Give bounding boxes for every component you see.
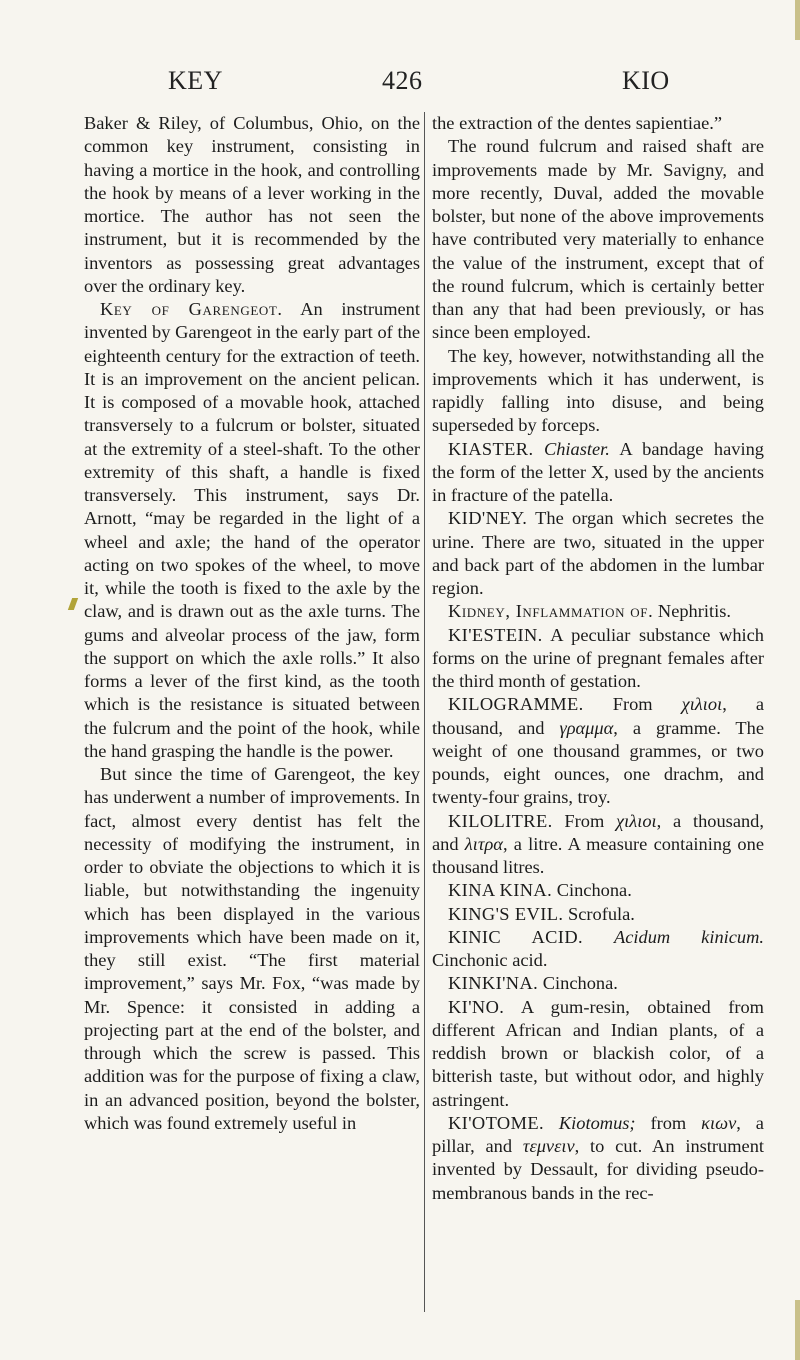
definition: A bandage having the form of the letter X, used by the ancients in fracture of the patella.: [432, 438, 764, 505]
definition: An instrument invented by Garengeot in the early part of the eighteenth century for the extraction of teeth. It is an improvement on the ancient pelican. It is composed of a movable hook, attached transversely to a fulcrum or bolster, situated at the extremity of a steel-shaft. To the other extremity of this shaft, a handle is fixed transversely. This instrument, says Dr. Arnott, “may be regarded in the light of a wheel and axle; the hand of the operator acting on two spokes of the wheel, to move it, while the tooth is fixed to the axle by the claw, and is drawn out as the axle turns. The gums and alveolar process of the jaw, form the support on which the axle rolls.” It also forms a lever of the first kind, as the tooth which is the resistance is situated between the fulcrum and the point of the hook, while the hand grasping the handle is the power.: [84, 299, 420, 761]
entry-kiotome: [432, 1112, 764, 1205]
entry-kina-kina: [432, 879, 764, 902]
entry-kinic-acid: [432, 926, 764, 973]
fulcrum-paragraph: The round fulcrum and raised shaft are improvements made by Mr. Savigny, and more recently, Duval, added the movable bolster, but none of the above improvements have contributed very materially to enhance the value of the instrument, except that of the round fulcrum, which is certainly better than any that had been previously, or has since been employed.: [432, 136, 764, 343]
headword: KINIC ACID.: [448, 926, 584, 947]
definition: Nephritis.: [657, 601, 731, 622]
entry-kidney-inflammation: [432, 600, 764, 623]
definition: , to cut. An instrument invented by Dessault, for dividing pseudo-membranous bands in the rec-: [432, 1136, 764, 1203]
headword: KIASTER.: [448, 438, 534, 459]
disuse-paragraph: The key, however, notwithstanding all the improvements which it has underwent, is rapidly falling into disuse, and being superseded by forceps.: [432, 345, 764, 436]
definition: A gum-resin, obtained from different African and Indian plants, of a reddish brown or blackish color, of a bitterish taste, but without odor, and highly astringent.: [432, 996, 764, 1110]
entry-kidney: [432, 507, 764, 600]
etymology-gloss: , a thousand, and: [432, 810, 764, 854]
headword: KINA KINA.: [448, 880, 553, 901]
etymology-from: from: [650, 1112, 687, 1133]
headword: KI'NO.: [448, 996, 505, 1017]
headword: Kidney, Inflammation of.: [448, 601, 654, 622]
running-header: [0, 66, 800, 96]
etymology-gloss: , a pillar, and: [432, 1112, 764, 1156]
entry-kiestein: [432, 624, 764, 694]
definition: Scrofula.: [568, 903, 635, 924]
definition: The organ which secretes the urine. There are two, situated in the upper and back part of the abdomen in the lumbar region.: [432, 508, 764, 598]
header-left-guideword: KEY: [168, 66, 223, 95]
continued-quote: the extraction of the dentes sapientiae.”: [432, 113, 723, 133]
greek-word: χιλιοι: [616, 810, 657, 831]
right-column: [432, 112, 764, 1205]
greek-word: γραμμα: [559, 717, 614, 738]
page-edge-stain-top: [795, 0, 800, 40]
definition: A peculiar substance which forms on the urine of pregnant females after the third month of gestation.: [432, 624, 764, 691]
entry-key-of-garengeot: [84, 298, 420, 763]
etymology-gloss: , a thousand, and: [432, 694, 764, 738]
page-number: 426: [382, 66, 423, 95]
entry-kilolitre: [432, 810, 764, 880]
headword: KILOGRAMME.: [448, 694, 584, 715]
entry-kino: [432, 996, 764, 1112]
greek-word: χιλιοι: [681, 694, 723, 715]
synonym: Chiaster.: [543, 438, 610, 459]
definition: Cinchona.: [556, 880, 632, 901]
greek-word: κιων: [701, 1112, 737, 1133]
greek-word: λιτρα: [464, 833, 503, 854]
entry-kilogramme: [432, 693, 764, 809]
definition: Cinchonic acid.: [432, 950, 548, 970]
synonym: Acidum kinicum.: [614, 926, 764, 947]
headword: KING'S EVIL.: [448, 903, 564, 924]
header-right-guideword: KIO: [622, 66, 670, 95]
greek-word: τεμνειν: [522, 1136, 575, 1156]
headword: KINKI'NA.: [448, 973, 539, 994]
synonym: Kiotomus;: [558, 1112, 636, 1133]
margin-pen-mark: [68, 598, 78, 610]
headword: Key of Garengeot.: [100, 299, 283, 319]
definition: , a gramme. The weight of one thousand grammes, or two pounds, eight ounces, one drachm, and twenty-four grains, troy.: [432, 717, 764, 808]
definition: Cinchona.: [542, 973, 618, 994]
headword: KI'OTOME.: [448, 1112, 544, 1133]
improvements-paragraph: But since the time of Garengeot, the key has underwent a number of improvements. In fact, almost every dentist has felt the necessity of modifying the instrument, in order to obviate the objections to which it is liable, but notwithstanding the ingenuity which has been displayed in the various improvements which have been made on it, they still exist. “The first material improvement,” says Mr. Fox, “was made by Mr. Spence: it consisted in adding a projecting part at the end of the bolster, and through which the screw is passed. This addition was for the purpose of fixing a claw, in an advanced position, beyond the bolster, which was found extremely useful in: [84, 764, 420, 1133]
headword: KI'ESTEIN.: [448, 624, 543, 645]
entry-kiaster: [432, 438, 764, 508]
etymology-from: From: [564, 810, 605, 831]
entry-kings-evil: [432, 903, 764, 926]
entry-kinkina: [432, 972, 764, 995]
headword: KILOLITRE.: [448, 810, 553, 831]
column-divider: [424, 112, 425, 1312]
definition: , a litre. A measure containing one thousand litres.: [432, 833, 764, 877]
left-column: [84, 112, 420, 1135]
headword: KID'NEY.: [448, 508, 528, 529]
etymology-from: From: [612, 694, 653, 715]
page-edge-stain-bottom: [795, 1300, 800, 1360]
baker-riley-paragraph: Baker & Riley, of Columbus, Ohio, on the common key instrument, consisting in having a mortice in the hook, and controlling the hook by means of a lever working in the mortice. The author has not seen the instrument, but it is recommended by the inventors as possessing great advantages over the ordinary key.: [84, 113, 420, 296]
